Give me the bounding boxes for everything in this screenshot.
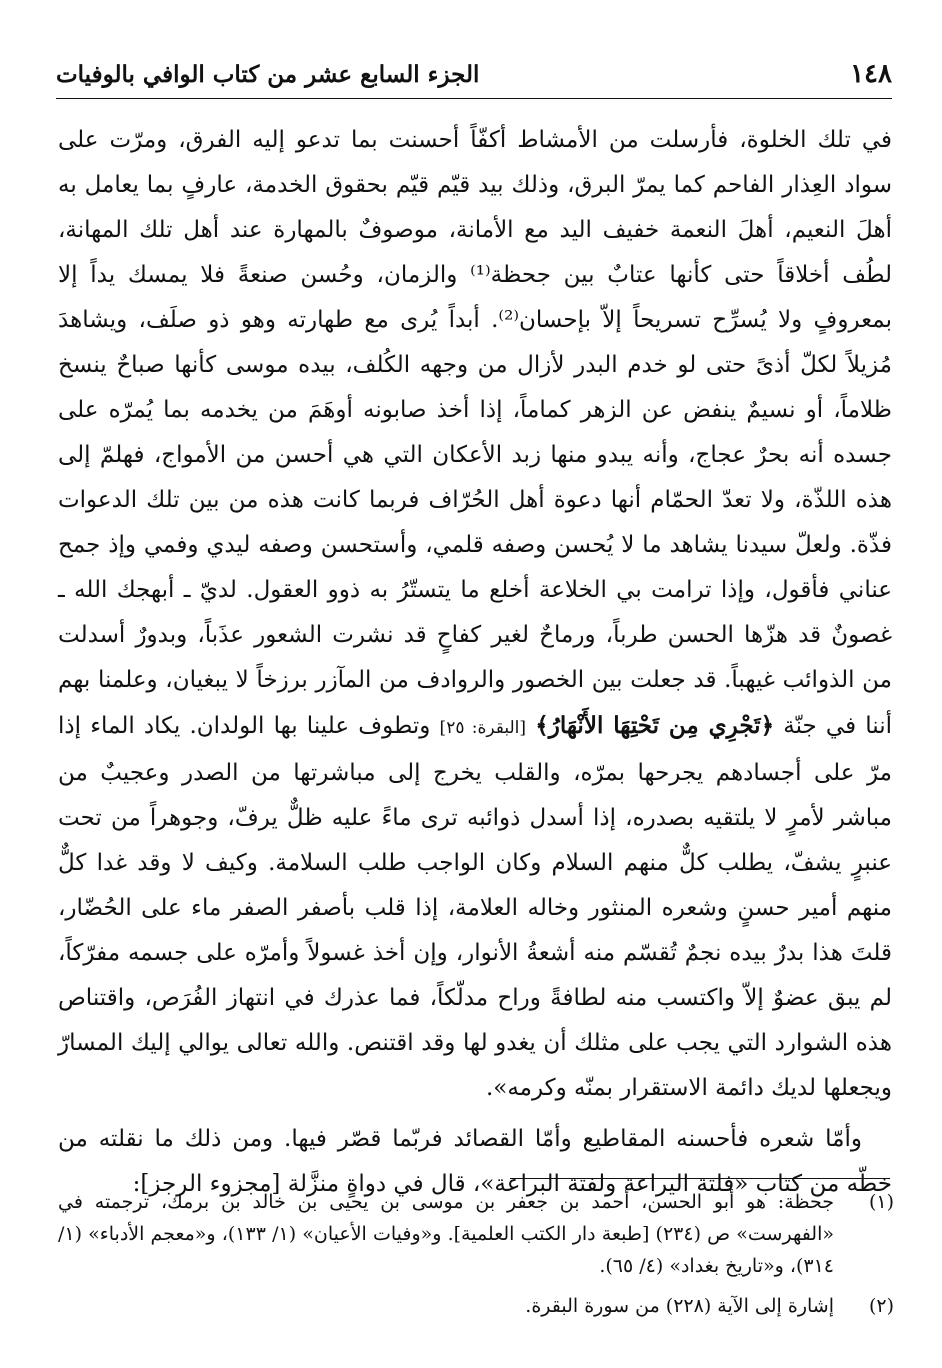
footnote-text: جحظة: هو أبو الحسن، أحمد بن جعفر بن موسى بن يحيى بن خالد بن برمك، ترجمته في «الفهرست» ص (٢٣٤) [طبعة دار الكتب العلمية]. و«وفيات الأعيان» (١/ ١٣٣)، و«معجم الأدباء» (١/ ٣١٤)، و«تاريخ بغداد» (٤/ ٦٥). (58, 1191, 835, 1277)
footnote-1 (58, 1186, 894, 1282)
paragraph-1-part-2: وتطوف علينا بها الولدان. يكاد الماء إذا مرّ على أجسادهم يجرحها بمرّه، والقلب يخرج إلى مباشرتها من الصدر وعجيبٌ من مباشر لأمرٍ لا يلتقيه بصدره، إذا أسدل ذوائبه ترى ماءً عليه ظلٌّ يرفّ، وجوهراً من تحت عنبرٍ يشفّ، يطلب كلٌّ منهم السلام وكان الواجب طلب السلامة. وكيف لا وقد غدا كلٌّ منهم أمير حسنٍ وشعره المنثور وخاله العلامة، إذا قلب بأصفر الصفر ماء على الحُضّار، قلتَ هذا بدرٌ بيده نجمٌ تُقسّم منه أشعةُ الأنوار، وإن أخذ غسولاً وأمرّه على جسمه مفرّكاً، لم يبق عضوٌ إلاّ واكتسب منه لطافةً وراح مدلّكاً، فما عذرك في انتهاز الفُرَص، واقتناص هذه الشوارد التي يجب على مثلك أن يغدو لها وقد اقتنص. والله تعالى يوالي إليك المسارّ ويجعلها لديك دائمة الاستقرار بمنّه وكرمه». (58, 713, 892, 1101)
main-text (58, 118, 892, 1207)
footnotes (58, 1186, 894, 1322)
footnote-2 (58, 1290, 894, 1322)
quran-verse: ﴿تَجْرِي مِن تَحْتِهَا الأَنْهَارُ﴾ (535, 712, 775, 739)
footnote-number: (١) (868, 1191, 894, 1213)
paragraph-1 (58, 118, 892, 1111)
header-rule (56, 98, 892, 99)
footnote-text: إشارة إلى الآية (٢٢٨) من سورة البقرة. (525, 1295, 834, 1317)
running-title: الجزء السابع عشر من كتاب الوافي بالوفيات (56, 60, 480, 88)
running-header (56, 52, 892, 96)
page-number: ١٤٨ (850, 59, 892, 89)
footnote-number: (٢) (868, 1295, 894, 1317)
paragraph-1-part-1: في تلك الخلوة، فأرسلت من الأمشاط أكفّاً أحسنت بما تدعو إليه الفرق، ومرّت على سواد العِذار الفاحم كما يمرّ البرق، وذلك بيد قيّم قيّم بحقوق الخدمة، عارفٍ بما يعامل به أهلَ النعيم، أهلَ النعمة خفيف اليد مع الأمانة، موصوفٌ بالمهارة عند أهل تلك المهانة، لطُف أخلاقاً حتى كأنها عتابٌ بين جحظة⁽¹⁾ والزمان، وحُسن صنعةً فلا يمسك يداً إلا بمعروفٍ ولا يُسرِّح تسريحاً إلاّ بإحسان⁽²⁾. أبداً يُرى مع طهارته وهو ذو صلَف، ويشاهدَ مُزيلاً لكلّ أذىً حتى لو خدم البدر لأزال من وجهه الكُلف، بيده موسى كأنها صباحٌ ينسخ ظلاماً، أو نسيمٌ ينفض عن الزهر كماماً، إذا أخذ صابونه أوهَمَ من يخدمه بما يُمرّه على جسده أنه بحرٌ عجاج، وأنه يبدو منها زبد الأعكان التي هي أحسن من الأمواج، فهلمّ إلى هذه اللذّة، ولا تعدّ الحمّام أنها دعوة أهل الحُرّاف فربما كانت هذه من بين تلك الدعوات فذّة. ولعلّ سيدنا يشاهد ما لا يُحسن وصفه قلمي، وأستحسن وصفه ليدي وفمي وإذ جمح عناني فأقول، وإذا ترامت بي الخلاعة أخلع ما يتستّرُ به ذوو العقول. لديّ ـ أبهجك الله ـ غصونٌ قد هزّها الحسن طرباً، ورماحٌ لغير كفاحٍ قد نشرت الشعور عذَباً، وبدورٌ أسدلت من الذوائب غيهباً. قد جعلت بين الخصور والروادف من المآزر برزخاً لا يبغيان، وعلمنا بهم أننا في جنّة (58, 127, 893, 739)
footnote-rule (510, 1178, 890, 1179)
quran-citation: [البقرة: ٢٥] (439, 718, 527, 738)
paragraph-2: وأمّا شعره فأحسنه المقاطيع وأمّا القصائد فربّما قصّر فيها. ومن ذلك ما نقلته من خطّه من كتاب «فلتة اليراعة ولفتة البراعة»، قال في دواةٍ منزَّلة [مجزوء الرجز]: (58, 1126, 892, 1197)
